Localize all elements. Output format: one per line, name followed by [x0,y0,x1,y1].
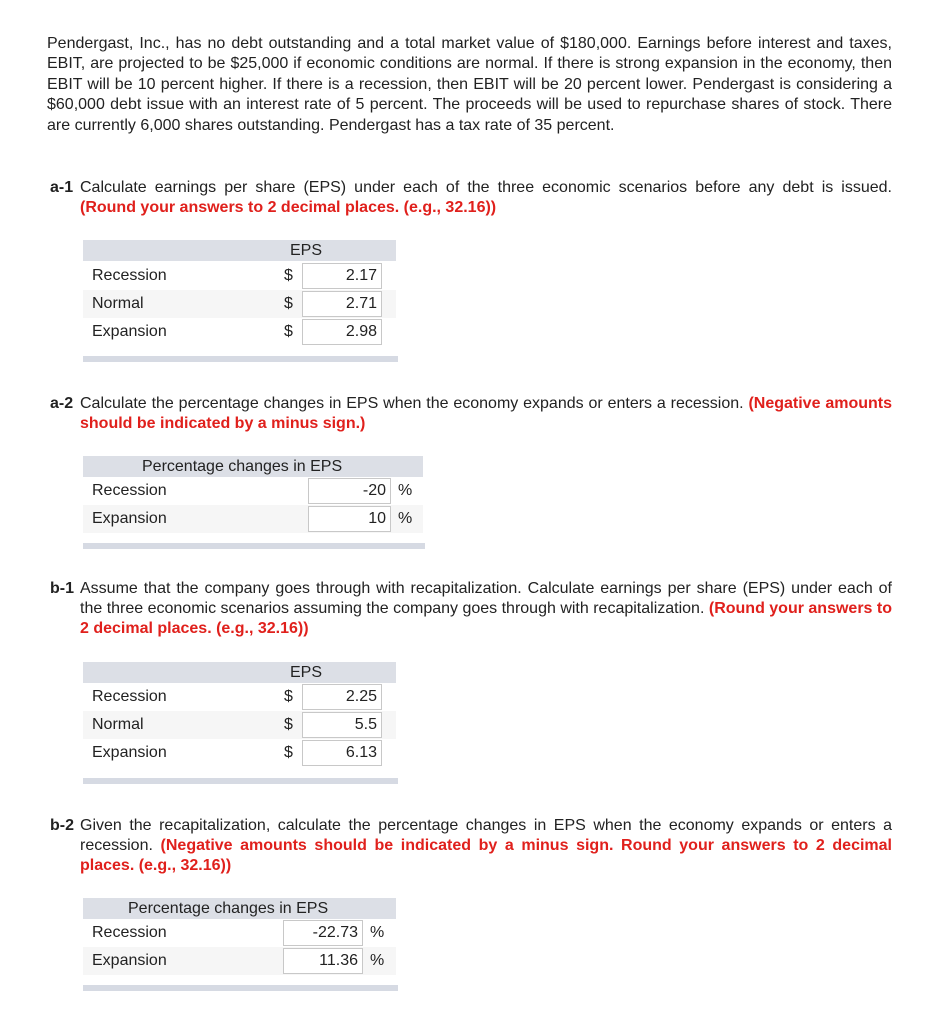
row-label: Recession [92,482,167,499]
question-text: Given the recapitalization, calculate the percentage changes in EPS when the economy expands or enters a recession. [80,817,892,855]
row-label: Normal [92,716,144,733]
table-row-recession [83,919,396,947]
percent-symbol: % [398,510,413,527]
currency-symbol: $ [284,267,293,284]
table-header [83,898,396,919]
table-header [83,456,423,477]
row-label: Normal [92,295,144,312]
currency-symbol: $ [284,744,293,761]
table-row-recession [83,262,396,290]
table-row-recession [83,477,423,505]
pct-change-recap-expansion-input[interactable] [283,948,363,974]
currency-symbol: $ [284,688,293,705]
question-text: Assume that the company goes through with recapitalization. Calculate earnings per share (EPS) under each of the three economic scenarios assuming the company goes through with recapitalization. [80,580,892,618]
row-label: Expansion [92,744,167,761]
pct-change-expansion-input[interactable] [308,506,391,532]
question-text: Calculate earnings per share (EPS) under each of the three economic scenarios before any debt is issued. [80,179,892,196]
table-footer-bar [83,356,398,362]
question-a2 [50,394,892,434]
table-footer-bar [83,985,398,991]
eps-normal-input[interactable] [302,291,382,317]
table-row-recession [83,683,396,711]
table-row-normal [83,711,396,739]
question-label: a-2 [50,395,74,412]
table-row-expansion [83,739,396,767]
percent-symbol: % [370,952,385,969]
rounding-hint: (Round your answers to 2 decimal places. (e.g., 32.16)) [80,600,893,638]
table-row-expansion [83,947,396,975]
column-header-eps: EPS [290,242,323,259]
sign-rounding-hint: (Negative amounts should be indicated by a minus sign. Round your answers to 2 decimal places. (e.g., 32.16)) [80,837,892,875]
pct-change-recession-input[interactable] [308,478,391,504]
column-header-pct-change: Percentage changes in EPS [128,900,329,917]
row-label: Recession [92,924,167,941]
table-header [83,662,396,683]
eps-recap-expansion-input[interactable] [302,740,382,766]
eps-recap-recession-input[interactable] [302,684,382,710]
row-label: Recession [92,688,167,705]
percent-symbol: % [398,482,413,499]
question-label: a-1 [50,179,74,196]
column-header-pct-change: Percentage changes in EPS [142,458,343,475]
eps-expansion-input[interactable] [302,319,382,345]
problem-statement: Pendergast, Inc., has no debt outstanding and a total market value of $180,000. Earnings before interest and taxes, EBIT, are projected to be $25,000 if economic conditions are normal. If there is strong expansion in the economy, then EBIT will be 10 percent higher. If there is a recession, then EBIT will be 20 percent lower. Pendergast is considering a $60,000 debt issue with an interest rate of 5 percent. The proceeds will be used to repurchase shares of stock. There are currently 6,000 shares outstanding. Pendergast has a tax rate of 35 percent. [47,35,892,134]
table-row-expansion [83,505,423,533]
column-header-eps: EPS [290,664,323,681]
pct-change-recap-recession-input[interactable] [283,920,363,946]
table-row-normal [83,290,396,318]
currency-symbol: $ [284,323,293,340]
row-label: Expansion [92,510,167,527]
currency-symbol: $ [284,295,293,312]
row-label: Recession [92,267,167,284]
row-label: Expansion [92,952,167,969]
row-label: Expansion [92,323,167,340]
table-header [83,240,396,261]
question-label: b-2 [50,817,74,834]
percent-symbol: % [370,924,385,941]
eps-recap-normal-input[interactable] [302,712,382,738]
table-footer-bar [83,543,425,549]
question-b2 [50,816,892,877]
sign-hint: (Negative amounts should be indicated by a minus sign.) [80,395,893,433]
question-a1 [50,178,892,218]
question-label: b-1 [50,580,74,597]
question-text: Calculate the percentage changes in EPS when the economy expands or enters a recession. [80,395,749,412]
currency-symbol: $ [284,716,293,733]
question-b1 [50,579,892,640]
rounding-hint: (Round your answers to 2 decimal places. (e.g., 32.16)) [80,199,497,217]
table-footer-bar [83,778,398,784]
table-row-expansion [83,318,396,346]
eps-recession-input[interactable] [302,263,382,289]
